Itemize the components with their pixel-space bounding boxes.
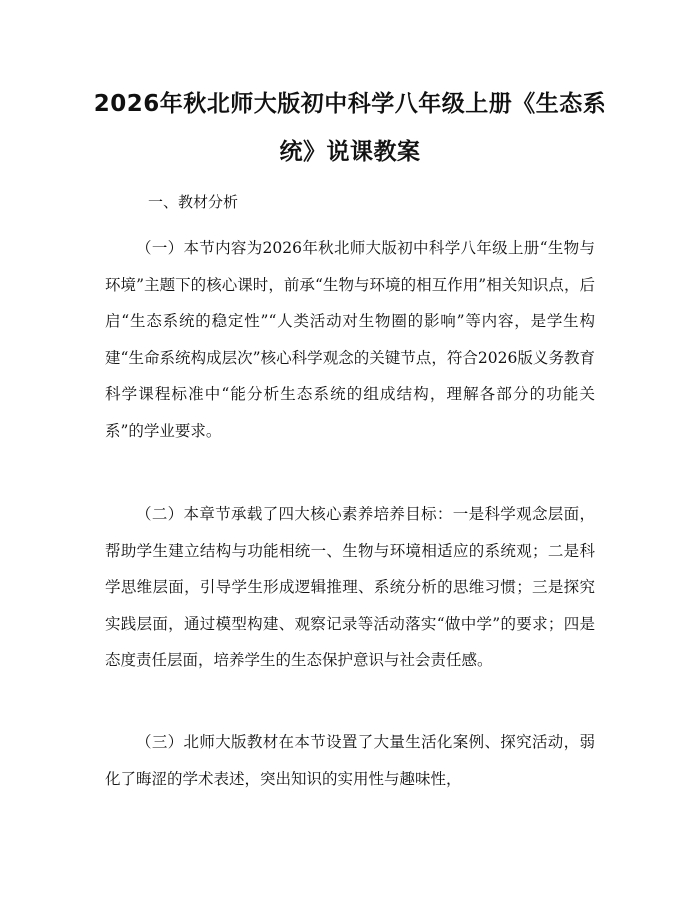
paragraph-3: （三）北师大版教材在本节设置了大量生活化案例、探究活动，弱化了晦涩的学术表述，突出知识的实用性与趣味性，	[105, 733, 595, 788]
section-heading: 一、教材分析	[148, 193, 239, 211]
paragraph-1: （一）本节内容为2026年秋北师大版初中科学八年级上册“生物与环境”主题下的核心课时，前承“生物与环境的相互作用”相关知识点，后启“生态系统的稳定性”“人类活动对生物圈的影响”等内容，是学生构建“生命系统构成层次”核心科学观念的关键节点，符合2026版义务教育科学课程标准中“能分析生态系统的组成结构，理解各部分的功能关系”的学业要求。	[105, 239, 595, 440]
paragraph-2: （二）本章节承载了四大核心素养培养目标：一是科学观念层面，帮助学生建立结构与功能相统一、生物与环境相适应的系统观；二是科学思维层面，引导学生形成逻辑推理、系统分析的思维习惯；三是探究实践层面，通过模型构建、观察记录等活动落实“做中学”的要求；四是态度责任层面，培养学生的生态保护意识与社会责任感。	[105, 505, 595, 669]
document-title: 2026年秋北师大版初中科学八年级上册《生态系统》说课教案	[93, 91, 607, 165]
